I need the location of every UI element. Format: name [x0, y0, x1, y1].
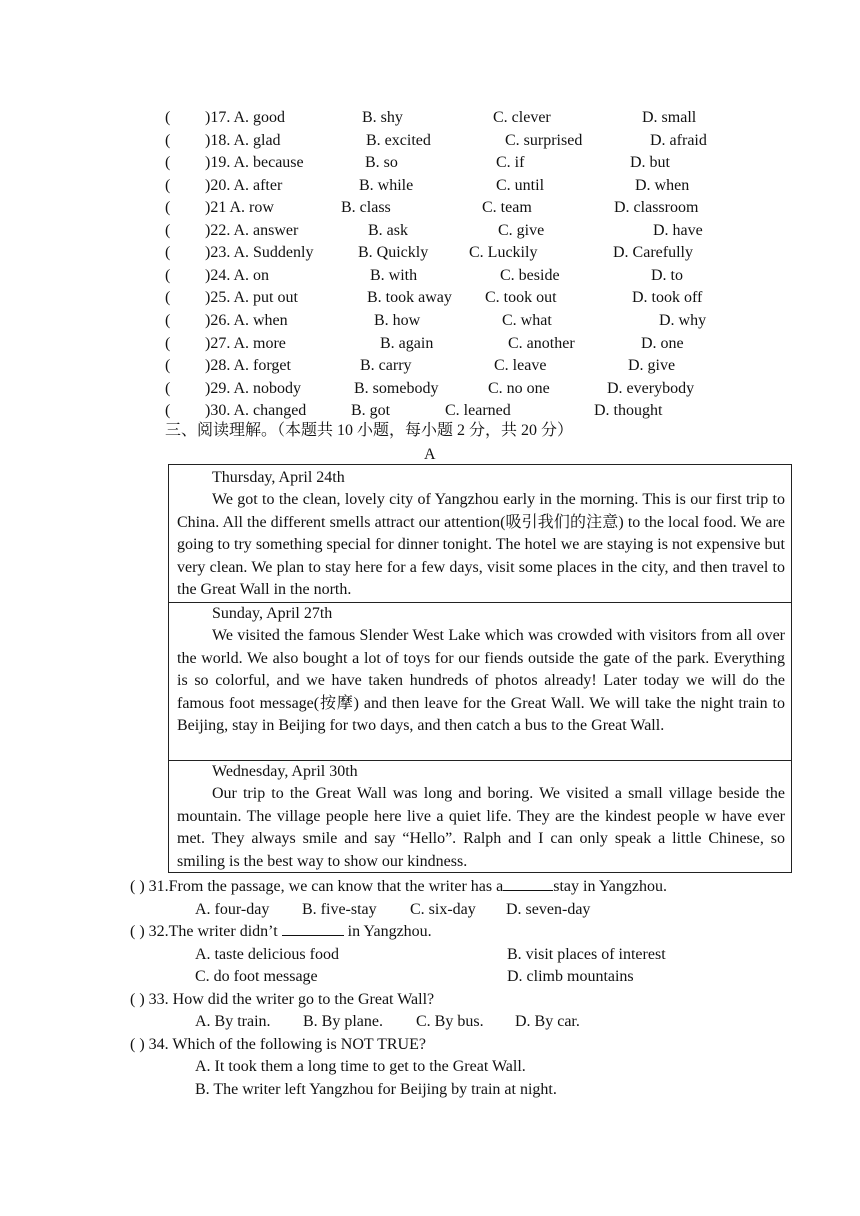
cloze-option-c: C. leave: [494, 357, 547, 375]
cloze-option-c: C. surprised: [505, 131, 583, 149]
diary-date: Wednesday, April 30th: [212, 763, 358, 780]
question-33-option-d: D. By car.: [515, 1013, 580, 1030]
cloze-option-b: B. excited: [366, 131, 431, 149]
answer-paren: (: [165, 176, 171, 194]
cloze-option-c: C. what: [502, 311, 552, 329]
question-32-option-b: B. visit places of interest: [507, 946, 666, 963]
question-32-option-c: C. do foot message: [195, 968, 318, 985]
cloze-row: [0, 265, 860, 287]
question-34-option-b: B. The writer left Yangzhou for Beijing by train at night.: [195, 1081, 557, 1098]
cloze-row: [0, 130, 860, 152]
cloze-option-b: B. somebody: [354, 379, 439, 397]
cloze-option-d: D. to: [651, 266, 683, 284]
cloze-option-c: C. Luckily: [469, 244, 538, 262]
cloze-option-a: )23. A. Suddenly: [205, 244, 314, 262]
answer-blank: [503, 876, 553, 891]
diary-text: Our trip to the Great Wall was long and boring. We visited a small village beside the mountain. The village people here live a quiet life. They are the kindest people w have ever met. They always smile and say “Hello”. Ralph and I can only speak a little Chinese, so smiling is the best way to show our kindness.: [177, 785, 785, 870]
cloze-option-b: B. took away: [367, 289, 452, 307]
answer-paren: (: [165, 402, 171, 420]
cloze-option-a: )18. A. glad: [205, 131, 281, 149]
cloze-option-d: D. small: [642, 109, 697, 126]
answer-paren: (: [165, 334, 171, 352]
diary-entry: [169, 467, 791, 601]
answer-paren: (: [165, 357, 171, 375]
cloze-option-b: B. how: [374, 311, 421, 329]
cloze-row: [0, 175, 860, 197]
cloze-row: [0, 333, 860, 355]
cloze-row: [0, 242, 860, 264]
question-31-option-d: D. seven-day: [506, 901, 591, 918]
question-33-option-b: B. By plane.: [303, 1013, 383, 1030]
answer-paren: (: [165, 221, 171, 239]
cloze-option-d: D. took off: [632, 289, 703, 307]
question-33-option-a: A. By train.: [195, 1013, 271, 1030]
diary-entry: [169, 760, 791, 872]
cloze-option-d: D. why: [659, 311, 707, 329]
cloze-row: [0, 378, 860, 400]
cloze-option-d: D. everybody: [607, 379, 695, 397]
cloze-option-d: D. afraid: [650, 131, 707, 149]
diary-date: Sunday, April 27th: [212, 605, 333, 622]
cloze-option-d: D. thought: [594, 402, 663, 420]
cloze-row: [0, 220, 860, 242]
cloze-row: [0, 152, 860, 174]
question-33-option-c: C. By bus.: [416, 1013, 484, 1030]
cloze-option-a: )29. A. nobody: [205, 379, 301, 397]
cloze-option-d: D. classroom: [614, 199, 699, 217]
cloze-option-b: B. class: [341, 199, 391, 217]
cloze-option-a: )28. A. forget: [205, 357, 291, 375]
cloze-row: [0, 310, 860, 332]
cloze-option-b: B. ask: [368, 221, 408, 239]
cloze-option-b: B. carry: [360, 357, 412, 375]
cloze-option-a: )20. A. after: [205, 176, 283, 194]
question-32-option-a: A. taste delicious food: [195, 946, 339, 963]
diary-text: We visited the famous Slender West Lake which was crowded with visitors from all over the world. We also bought a lot of toys for our fiends outside the gate of the park. Everything is so colorful, and we have taken hundreds of photos already! Later today we will do the famous foot message(按摩) and then leave for the Great Wall. We will take the night train to Beijing, stay in Beijing for two days, and then catch a bus to the Great Wall.: [177, 627, 785, 735]
question-31-option-b: B. five-stay: [302, 901, 377, 918]
answer-paren: (: [165, 131, 171, 149]
cloze-option-d: D. but: [630, 154, 670, 172]
cloze-option-d: D. give: [628, 357, 676, 375]
cloze-option-a: )26. A. when: [205, 311, 288, 329]
cloze-row: [0, 197, 860, 219]
reading-section-heading: 三、阅读理解。（本题共 10 小题，每小题 2 分，共 20 分）: [165, 422, 574, 439]
diary-text: We got to the clean, lovely city of Yangzhou early in the morning. This is our first trip to China. All the different smells attract our attention(吸引我们的注意) to the local food. We are going to try something special for dinner tonight. The hotel we are staying is not expensive but very clean. We plan to stay here for a few days, visit some places in the city, and then travel to the Great Wall in the north.: [177, 491, 785, 599]
answer-paren: (: [165, 379, 171, 397]
cloze-option-b: B. shy: [362, 109, 403, 126]
cloze-row: [0, 400, 860, 422]
cloze-option-b: B. Quickly: [358, 244, 429, 262]
question-33-stem: ( ) 33. How did the writer go to the Great Wall?: [130, 991, 435, 1008]
cloze-option-a: )25. A. put out: [205, 289, 298, 307]
cloze-option-d: D. have: [653, 221, 703, 239]
cloze-option-c: C. team: [482, 199, 532, 217]
cloze-row: [0, 107, 860, 129]
cloze-option-a: )21 A. row: [205, 199, 274, 217]
answer-blank: [282, 921, 344, 936]
cloze-option-a: )22. A. answer: [205, 221, 299, 239]
diary-table: [168, 464, 792, 873]
diary-entry: [169, 602, 791, 759]
question-34-stem: ( ) 34. Which of the following is NOT TRUE?: [130, 1036, 426, 1053]
cloze-option-a: )24. A. on: [205, 266, 269, 284]
cloze-option-d: D. Carefully: [613, 244, 693, 262]
cloze-row: [0, 355, 860, 377]
cloze-option-c: C. took out: [485, 289, 557, 307]
answer-paren: (: [165, 289, 171, 307]
diary-date: Thursday, April 24th: [212, 469, 345, 486]
answer-paren: (: [165, 244, 171, 262]
cloze-option-b: B. with: [370, 266, 418, 284]
question-31-stem: ( ) 31.From the passage, we can know that the writer has a stay in Yangzhou.: [130, 878, 667, 895]
cloze-option-d: D. one: [641, 334, 684, 352]
cloze-option-b: B. so: [365, 154, 398, 172]
cloze-row: [0, 287, 860, 309]
cloze-option-d: D. when: [635, 176, 690, 194]
answer-paren: (: [165, 311, 171, 329]
cloze-option-c: C. clever: [493, 109, 551, 126]
cloze-option-c: C. another: [508, 334, 575, 352]
passage-letter: A: [424, 446, 436, 463]
cloze-option-b: B. while: [359, 176, 414, 194]
question-31-option-a: A. four-day: [195, 901, 270, 918]
cloze-option-a: )30. A. changed: [205, 402, 307, 420]
cloze-option-c: C. give: [498, 221, 545, 239]
answer-paren: (: [165, 266, 171, 284]
cloze-option-c: C. until: [496, 176, 545, 194]
question-32-option-d: D. climb mountains: [507, 968, 634, 985]
cloze-option-c: C. beside: [500, 266, 560, 284]
cloze-option-c: C. no one: [488, 379, 550, 397]
cloze-option-b: B. again: [380, 334, 434, 352]
cloze-option-a: )27. A. more: [205, 334, 286, 352]
cloze-option-c: C. learned: [445, 402, 511, 420]
answer-paren: (: [165, 154, 171, 172]
question-34-option-a: A. It took them a long time to get to the Great Wall.: [195, 1058, 526, 1075]
cloze-option-a: )17. A. good: [205, 109, 285, 126]
cloze-option-a: )19. A. because: [205, 154, 304, 172]
cloze-option-b: B. got: [351, 402, 391, 420]
question-31-option-c: C. six-day: [410, 901, 476, 918]
answer-paren: (: [165, 109, 171, 126]
answer-paren: (: [165, 199, 171, 217]
question-32-stem: ( ) 32.The writer didn’t in Yangzhou.: [130, 923, 432, 940]
cloze-option-c: C. if: [496, 154, 525, 172]
